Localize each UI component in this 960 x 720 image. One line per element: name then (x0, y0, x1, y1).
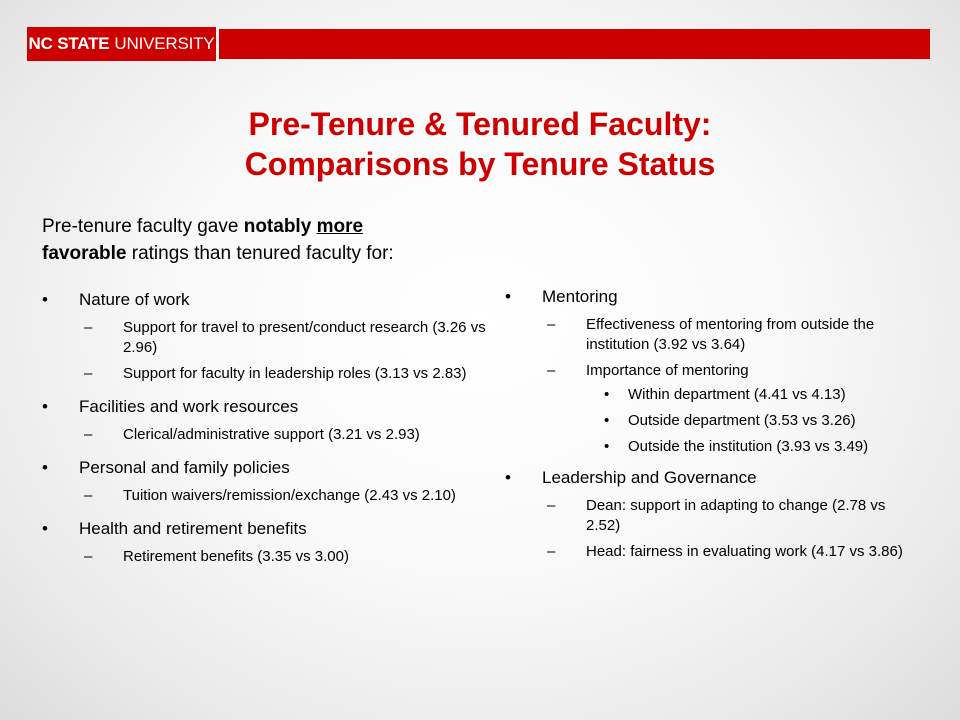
dash: – (84, 365, 93, 382)
list-item-label: Personal and family policies (79, 458, 290, 477)
sub-list-item (542, 361, 915, 457)
sub-item-text: Retirement benefits (3.35 vs 3.00) (123, 548, 349, 565)
slide-title (0, 104, 960, 184)
list-item-mentoring (505, 286, 915, 457)
intro-part-2: ratings than tenured faculty for: (126, 243, 394, 264)
sub-item-text: Dean: support in adapting to change (2.78 vs 2.52) (586, 497, 886, 534)
dash: – (547, 362, 556, 379)
left-column-list (42, 289, 502, 579)
list-item-nature-of-work (42, 289, 502, 384)
sub-list-item (542, 315, 915, 355)
intro-bold-1: notably (243, 216, 317, 237)
dash: – (84, 548, 93, 565)
bullet: • (505, 287, 511, 306)
dash: – (547, 543, 556, 560)
sub-list (542, 496, 915, 562)
sub-list-item (79, 547, 502, 567)
right-column-list (505, 286, 915, 572)
dash: – (547, 316, 556, 333)
list-item-facilities (42, 396, 502, 445)
sub-list (542, 315, 915, 457)
bullet: • (42, 290, 48, 309)
title-line-1: Pre-Tenure & Tenured Faculty: (248, 106, 712, 142)
sub-item-text: Support for travel to present/conduct research (3.26 vs 2.96) (123, 319, 486, 356)
list-item-label: Facilities and work resources (79, 397, 299, 416)
list-item-label: Mentoring (542, 287, 618, 306)
sub-list-item (542, 496, 915, 536)
nc-state-logo (27, 27, 216, 61)
sub-list (79, 318, 502, 384)
list-item-label: Leadership and Governance (542, 468, 757, 487)
bullet: • (42, 397, 48, 416)
sub-list-item (79, 425, 502, 445)
sub-sub-list (586, 385, 915, 457)
intro-bold-underlined (317, 216, 363, 237)
list-item-health-retirement (42, 518, 502, 567)
sub-item-text: Importance of mentoring (586, 362, 749, 379)
sub-item-text: Clerical/administrative support (3.21 vs 2.93) (123, 426, 420, 443)
intro-bold-2: favorable (42, 243, 127, 264)
sub-item-text: Tuition waivers/remission/exchange (2.43 vs 2.10) (123, 487, 456, 504)
sub-item-text: Support for faculty in leadership roles (3.13 vs 2.83) (123, 365, 467, 382)
intro-text (42, 213, 512, 267)
dash: – (84, 426, 93, 443)
sub-list-item (542, 542, 915, 562)
dash: – (84, 319, 93, 336)
dash: – (84, 487, 93, 504)
sub-list (79, 425, 502, 445)
sub-list-item (79, 318, 502, 358)
logo-regular-text: UNIVERSITY (114, 34, 215, 53)
sub-sub-list-item (586, 437, 915, 457)
intro-underlined: more (316, 216, 364, 237)
sub-list (79, 547, 502, 567)
header-red-bar (219, 29, 930, 59)
sub-list (79, 486, 502, 506)
sub-item-text: Effectiveness of mentoring from outside the institution (3.92 vs 3.64) (586, 316, 875, 353)
sub-item-text: Head: fairness in evaluating work (4.17 vs 3.86) (586, 543, 903, 560)
intro-part-1: Pre-tenure faculty gave (42, 216, 244, 237)
bullet: • (42, 519, 48, 538)
sub-sub-list-item (586, 411, 915, 431)
bullet: • (42, 458, 48, 477)
list-item-label: Health and retirement benefits (79, 519, 307, 538)
bullet: • (604, 412, 610, 429)
sub-sub-item-text: Outside the institution (3.93 vs 3.49) (628, 438, 869, 455)
sub-list-item (79, 364, 502, 384)
bullet: • (604, 438, 610, 455)
sub-list-item (79, 486, 502, 506)
title-line-2: Comparisons by Tenure Status (244, 146, 716, 182)
logo-bold-text: NC STATE (28, 34, 110, 53)
bullet: • (505, 468, 511, 487)
sub-sub-item-text: Within department (4.41 vs 4.13) (628, 386, 846, 403)
list-item-leadership (505, 467, 915, 562)
dash: – (547, 497, 556, 514)
list-item-label: Nature of work (79, 290, 190, 309)
sub-sub-item-text: Outside department (3.53 vs 3.26) (628, 412, 856, 429)
bullet: • (604, 386, 610, 403)
list-item-personal-family (42, 457, 502, 506)
sub-sub-list-item (586, 385, 915, 405)
